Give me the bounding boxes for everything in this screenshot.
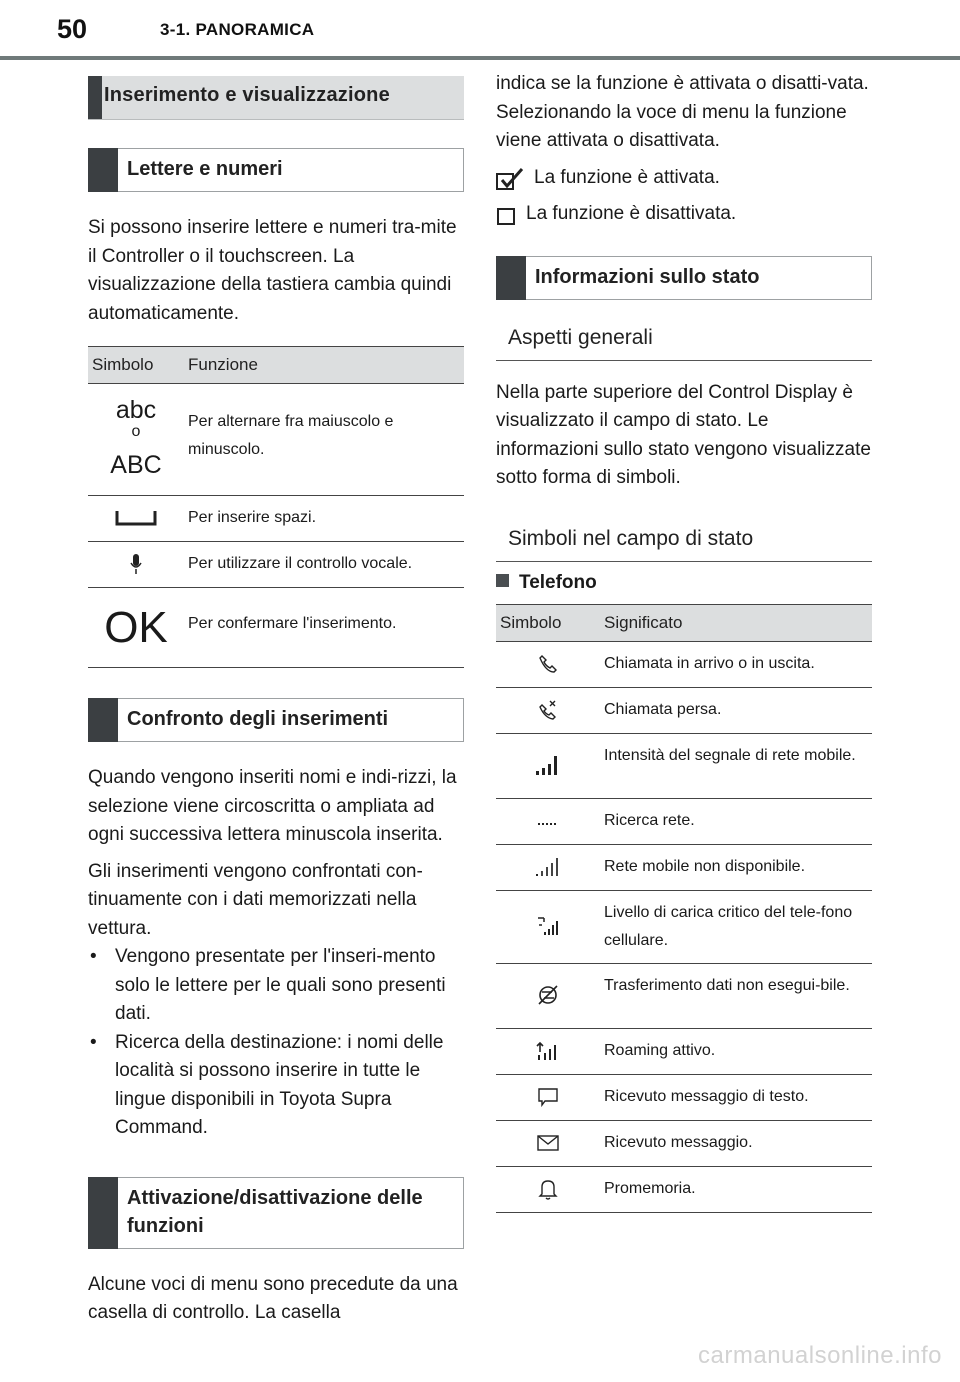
- subsection-compare-inputs: [88, 698, 464, 742]
- status-symbols-table: [496, 604, 872, 1213]
- square-bullet-icon: [496, 574, 509, 587]
- table-cell: Trasferimento dati non esegui-bile.: [600, 963, 872, 1028]
- table-row: [88, 588, 464, 668]
- table-cell: Ricevuto messaggio di testo.: [600, 1074, 872, 1120]
- low-battery-phone-icon: [536, 915, 560, 937]
- subsection-title: Informazioni sullo stato: [535, 265, 760, 288]
- subsection-title: Confronto degli inserimenti: [127, 708, 389, 730]
- list-item: • Ricerca della destinazione: i nomi delle località si possono inserire in tutte le lingue disponibili in Toyota Supra Command.: [88, 1029, 464, 1143]
- signal-strength-icon: [535, 754, 561, 776]
- table-row: [496, 641, 872, 687]
- subsection-activation: [88, 1177, 464, 1249]
- roaming-icon: [536, 1040, 560, 1062]
- microphone-icon: [129, 552, 143, 576]
- right-column: [496, 70, 872, 1243]
- bullet-list: [88, 943, 464, 1143]
- left-column: [88, 76, 464, 1336]
- table-cell: Chiamata in arrivo o in uscita.: [600, 641, 872, 687]
- section-title: Inserimento e visualizzazione: [104, 84, 390, 106]
- table-row: [496, 798, 872, 844]
- check-on-label: La funzione è attivata.: [534, 166, 720, 188]
- symbols-table-input: [88, 346, 464, 668]
- table-cell: Intensità del segnale di rete mobile.: [600, 733, 872, 798]
- data-transfer-disabled-icon: [536, 983, 560, 1007]
- table-row: [496, 1120, 872, 1166]
- phone-call-icon: [537, 653, 559, 675]
- heading-general: Aspetti generali: [496, 318, 872, 361]
- check-on-row: [496, 164, 872, 192]
- table-cell: Per confermare l'inserimento.: [184, 588, 464, 668]
- table-row: [496, 687, 872, 733]
- list-item: • Vengono presentate per l'inseri-mento solo le lettere per le quali sono presenti dati.: [88, 943, 464, 1029]
- column-header: Significato: [600, 604, 872, 641]
- paragraph-continued: indica se la funzione è attivata o disatti-vata. Selezionando la voce di menu la funzione viene attivata o disattivata.: [496, 73, 869, 151]
- table-row: [88, 542, 464, 588]
- header-rule: [0, 56, 960, 60]
- paragraph-general: Nella parte superiore del Control Display è visualizzato il campo di stato. Le informazioni sullo stato vengono visualizzate sotto forma di simboli.: [496, 381, 871, 488]
- column-header: Simbolo: [88, 347, 184, 384]
- heading-status-symbols: Simboli nel campo di stato: [496, 519, 872, 562]
- network-search-icon: [536, 815, 560, 827]
- page-number: 50: [57, 14, 88, 44]
- check-off-row: [496, 200, 872, 228]
- email-icon: [536, 1134, 560, 1152]
- paragraph-letters: Si possono inserire lettere e numeri tra-mite il Controller o il touchscreen. La visualizzazione della tastiera cambia quindi automaticamente.: [88, 217, 457, 324]
- subsection-letters-numbers: [88, 148, 464, 192]
- table-cell: Per alternare fra maiuscolo e minuscolo.: [184, 384, 464, 496]
- paragraph-compare-2: Gli inserimenti vengono confrontati con-tinuamente con i dati memorizzati nella vettura.: [88, 860, 423, 939]
- table-row: [496, 1028, 872, 1074]
- paragraph-compare-1: Quando vengono inseriti nomi e indi-rizzi, la selezione viene circoscritta o ampliata ad ogni successiva lettera minuscola inserita.: [88, 767, 457, 845]
- section-heading-input: [88, 76, 464, 120]
- table-cell: Roaming attivo.: [600, 1028, 872, 1074]
- chapter-title: 3-1. PANORAMICA: [160, 20, 315, 39]
- subsection-status-info: [496, 256, 872, 300]
- checkbox-empty-icon: [496, 207, 516, 227]
- reminder-bell-icon: [537, 1177, 559, 1201]
- subsection-title: Lettere e numeri: [127, 158, 283, 180]
- table-row: [496, 963, 872, 1028]
- telefono-heading: Telefono: [496, 572, 872, 594]
- subsection-title: Attivazione/disattivazione delle funzioni: [127, 1186, 423, 1237]
- watermark: carmanualsonline.info: [698, 1342, 942, 1369]
- table-row: [88, 496, 464, 542]
- table-row: [88, 384, 464, 496]
- table-row: [496, 844, 872, 890]
- missed-call-icon: [537, 699, 559, 721]
- table-cell: Per inserire spazi.: [184, 496, 464, 542]
- checkbox-checked-icon: [496, 167, 526, 191]
- table-cell: Rete mobile non disponibile.: [600, 844, 872, 890]
- table-cell: Promemoria.: [600, 1166, 872, 1212]
- paragraph-activation: Alcune voci di menu sono precedute da una casella di controllo. La casella: [88, 1273, 458, 1323]
- table-row: [496, 890, 872, 963]
- case-toggle-icon: abc o ABC: [88, 384, 184, 496]
- table-cell: Chiamata persa.: [600, 687, 872, 733]
- table-row: [496, 733, 872, 798]
- no-network-icon: [535, 856, 561, 878]
- space-bar-icon: [114, 507, 158, 529]
- column-header: Simbolo: [496, 604, 600, 641]
- table-cell: Ricevuto messaggio.: [600, 1120, 872, 1166]
- text-message-icon: [536, 1086, 560, 1108]
- table-cell: Per utilizzare il controllo vocale.: [184, 542, 464, 588]
- ok-icon: OK: [88, 588, 184, 668]
- table-cell: Ricerca rete.: [600, 798, 872, 844]
- table-row: [496, 1166, 872, 1212]
- check-off-label: La funzione è disattivata.: [526, 202, 737, 224]
- column-header: Funzione: [184, 347, 464, 384]
- table-row: [496, 1074, 872, 1120]
- table-cell: Livello di carica critico del tele-fono cellulare.: [600, 890, 872, 963]
